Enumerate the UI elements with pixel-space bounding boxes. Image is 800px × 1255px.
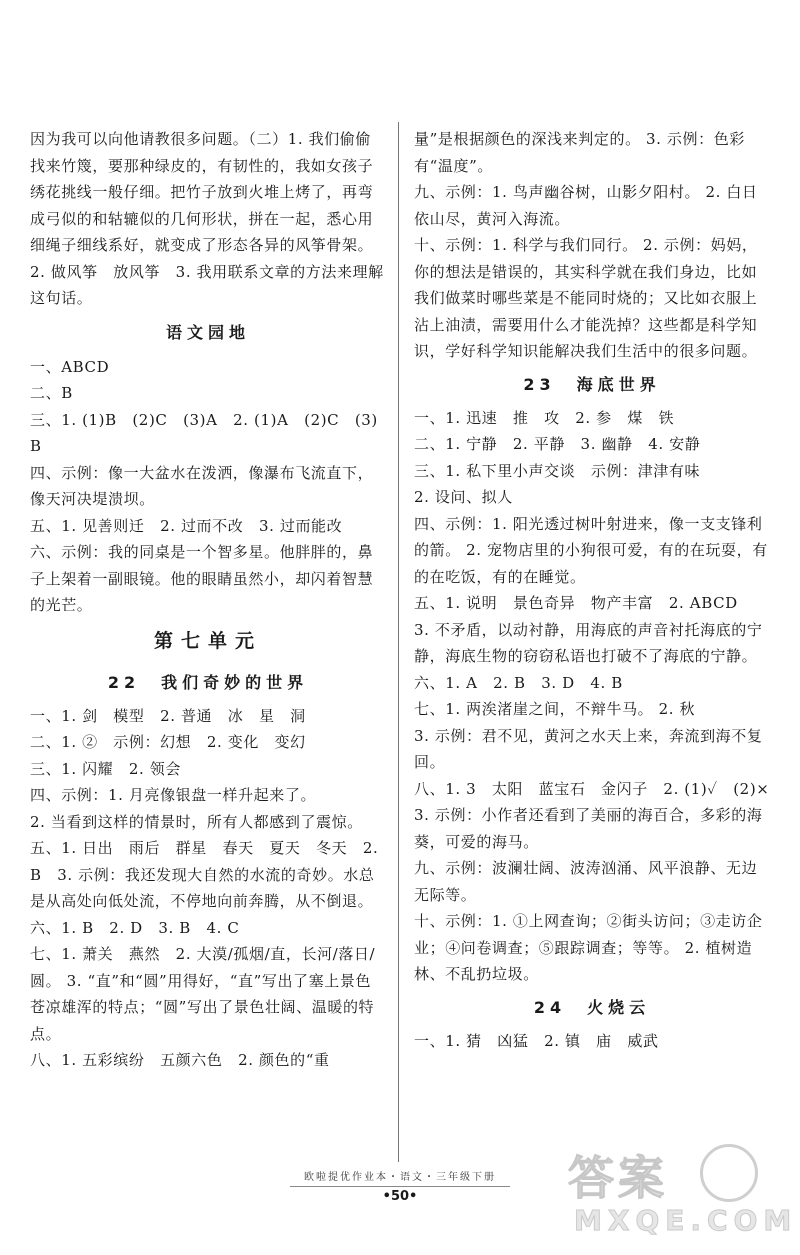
- answer-line: 七、1. 两涘渚崖之间，不辩牛马。 2. 秋: [414, 700, 696, 718]
- answer-line: 三、1. 私下里小声交谈 示例：津津有味: [414, 461, 701, 480]
- answer-line: 一、1. 剑 模型 2. 普通 冰 星 洞: [30, 706, 306, 725]
- answer-line: 六、1. B 2. D 3. B 4. C: [30, 918, 240, 937]
- answer-line: 量”是根据颜色的深浅来判定的。 3. 示例：色彩有“温度”。: [414, 130, 745, 175]
- answer-line: 一、1. 猜 凶猛 2. 镇 庙 威武: [414, 1031, 659, 1050]
- answer-line: 二、1. 宁静 2. 平静 3. 幽静 4. 安静: [414, 435, 701, 453]
- answer-line: 八、1. 五彩缤纷 五颜六色 2. 颜色的“重: [30, 1051, 330, 1069]
- lesson-heading-24: 24 火烧云: [533, 997, 651, 1017]
- column-divider: [398, 122, 399, 1162]
- answer-line: 六、示例：我的同桌是一个智多星。他胖胖的，鼻子上架着一副眼镜。他的眼睛虽然小，却闪着智慧的光芒。: [30, 543, 374, 614]
- left-column: [30, 126, 386, 1074]
- lesson-heading-22: 22 我们奇妙的世界: [107, 672, 309, 692]
- answer-line: 二、B: [30, 384, 73, 402]
- section-heading-yuwen-garden: 语文园地: [165, 322, 250, 342]
- answer-line: 一、ABCD: [30, 357, 110, 376]
- answer-line: 三、1. 闪耀 2. 领会: [30, 759, 181, 778]
- watermark-badge-icon: [700, 1144, 758, 1202]
- right-column: [414, 126, 786, 1054]
- footer-book-title: 欧啦提优作业本・语文・三年级下册: [304, 1172, 496, 1183]
- answer-line: 2. 当看到这样的情景时，所有人都感到了震惊。: [30, 812, 363, 831]
- watermark-logo: [560, 1140, 798, 1250]
- answer-line: 七、1. 萧关 燕然 2. 大漠/孤烟/直，长河/落日/圆。 3. “直”和“圆”用得好，“直”写出了塞上景色苍凉雄浑的特点；“圆”写出了景色壮阔、温暖的特点。: [30, 945, 376, 1043]
- lesson-heading-23: 23 海底世界: [523, 374, 661, 394]
- answer-line: 十、示例：1. ①上网查询；②街头访问；③走访企业；④问卷调查；⑤跟踪调查；等等。 2. 植树造林、不乱扔垃圾。: [414, 912, 763, 983]
- answer-line: 3. 示例：君不见，黄河之水天上来，奔流到海不复回。: [414, 726, 763, 771]
- answer-line: 3. 不矛盾，以动衬静，用海底的声音衬托海底的宁静，海底生物的窃窃私语也打破不了海底的宁静。: [414, 620, 763, 665]
- watermark-top-text: 答案: [568, 1151, 668, 1205]
- unit-heading: 第七单元: [153, 629, 262, 652]
- intro-paragraph: 因为我可以向他请教很多问题。（二）1. 我们偷偷找来竹篾，要那种绿皮的，有韧性的，我如女孩子绣花挑线一般仔细。把竹子放到火堆上烤了，再弯成弓似的和轱辘似的几何形状，拼在一起，悉心用细绳子细线系好，就变成了形态各异的风筝骨架。 2. 做风筝 放风筝 3. 我用联系文章的方法来理解这句话。: [30, 130, 384, 307]
- page-number: •50•: [382, 1189, 418, 1204]
- answer-line: 九、示例：1. 鸟声幽谷树，山影夕阳村。 2. 白日依山尽，黄河入海流。: [414, 183, 758, 228]
- answer-line: 四、示例：像一大盆水在泼洒，像瀑布飞流直下，像天河决堤溃坝。: [30, 463, 374, 508]
- footer-rule: [290, 1186, 510, 1187]
- answer-line: 2. 设问、拟人: [414, 488, 513, 506]
- answer-line: 二、1. ② 示例：幻想 2. 变化 变幻: [30, 733, 306, 751]
- answer-line: 五、1. 见善则迁 2. 过而不改 3. 过而能改: [30, 516, 343, 535]
- watermark-bottom-text: MXQE.COM: [574, 1204, 798, 1237]
- answer-line: 六、1. A 2. B 3. D 4. B: [414, 673, 623, 692]
- answer-line: 十、示例：1. 科学与我们同行。 2. 示例：妈妈，你的想法是错误的，其实科学就在我们身边，比如我们做菜时哪些菜是不能同时烧的；又比如衣服上沾上油渍，需要用什么才能洗掉？这些都是科学知识，学好科学知识能解决我们生活中的很多问题。: [414, 236, 758, 360]
- answer-line: 四、示例：1. 阳光透过树叶射进来，像一支支锋利的箭。 2. 宠物店里的小狗很可爱，有的在玩耍，有的在吃饭，有的在睡觉。: [414, 514, 768, 586]
- answer-line: 五、1. 日出 雨后 群星 春天 夏天 冬天 2. B 3. 示例：我还发现大自然的水流的奇妙。水总是从高处向低处流，不停地向前奔腾，从不倒退。: [30, 839, 379, 910]
- answer-line: 一、1. 迅速 推 攻 2. 参 煤 铁: [414, 408, 675, 427]
- answer-line: 三、1. (1)B (2)C (3)A 2. (1)A (2)C (3)B: [30, 410, 378, 455]
- answer-line: 八、1. 3 太阳 蓝宝石 金闪子 2. (1)✓ (2)× 3. 示例：小作者还看到了美丽的海百合，多彩的海葵，可爱的海马。: [414, 779, 786, 851]
- answer-line: 九、示例：波澜壮阔、波涛汹涌、风平浪静、无边无际等。: [414, 859, 758, 904]
- answer-line: 五、1. 说明 景色奇异 物产丰富 2. ABCD: [414, 594, 738, 612]
- answer-line: 四、示例：1. 月亮像银盘一样升起来了。: [30, 786, 317, 804]
